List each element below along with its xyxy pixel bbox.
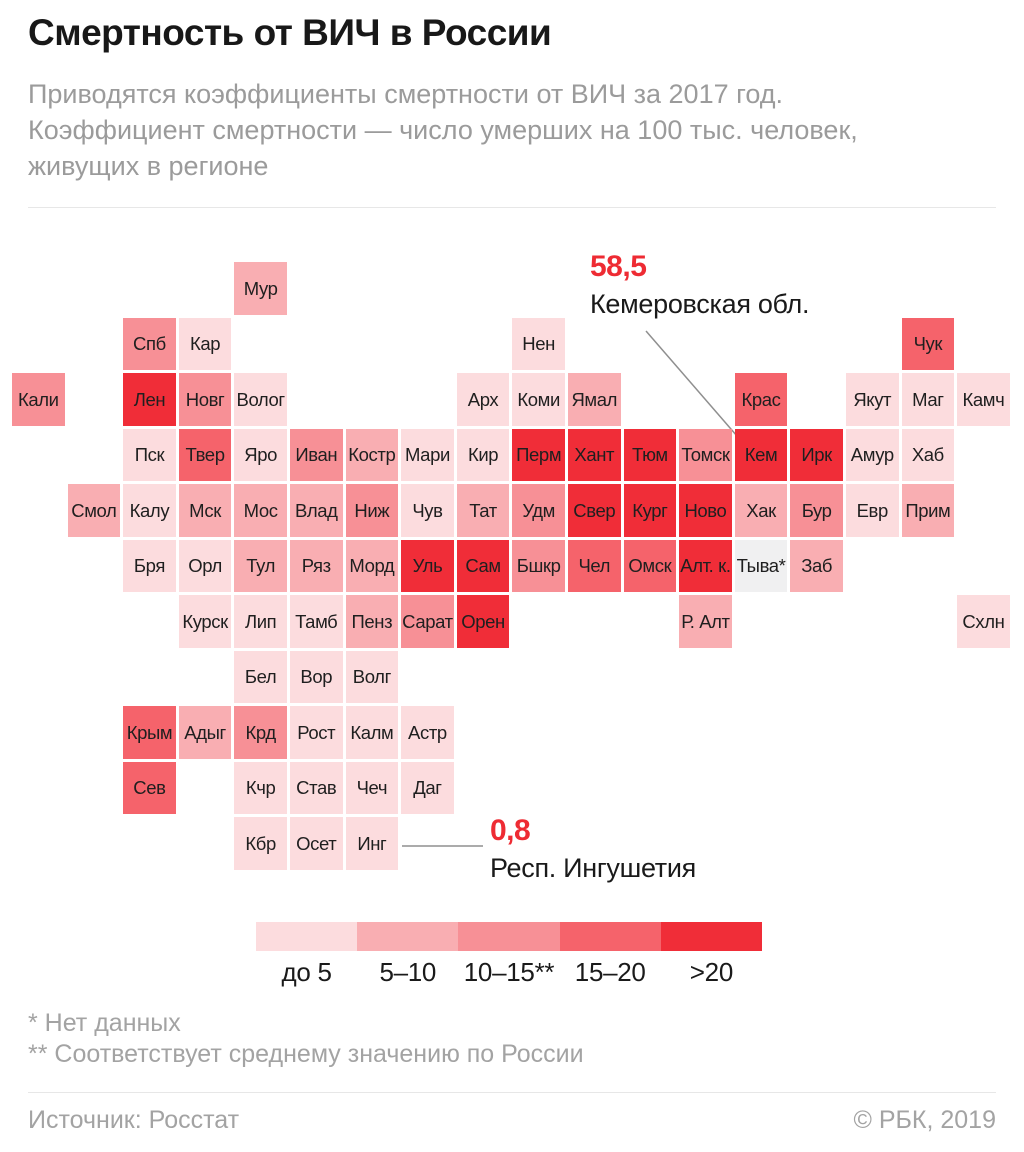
region-tile-РАлт: Р. Алт bbox=[679, 595, 732, 648]
region-tile-Тамб: Тамб bbox=[290, 595, 343, 648]
legend-labels bbox=[256, 957, 762, 991]
source-label: Источник: Росстат bbox=[28, 1106, 240, 1134]
region-tile-Чеч: Чеч bbox=[346, 762, 399, 815]
color-legend bbox=[256, 922, 762, 991]
region-tile-Ирк: Ирк bbox=[790, 429, 843, 482]
annotation-ingushetia-value: 0,8 bbox=[490, 814, 531, 847]
legend-label-2: 5–10 bbox=[379, 957, 437, 987]
region-tile-Прим: Прим bbox=[902, 484, 955, 537]
region-tile-Коми: Коми bbox=[512, 373, 565, 426]
region-tile-Чел: Чел bbox=[568, 540, 621, 593]
subtitle-line-1: Приводятся коэффициенты смертности от ВИЧ за 2017 год. bbox=[28, 79, 784, 109]
region-tile-Хак: Хак bbox=[735, 484, 788, 537]
legend-label-5: >20 bbox=[689, 957, 733, 987]
region-tile-Кар: Кар bbox=[179, 318, 232, 371]
region-tile-Мос: Мос bbox=[234, 484, 287, 537]
region-tile-Тыва: Тыва* bbox=[735, 540, 788, 593]
region-tile-Мари: Мари bbox=[401, 429, 454, 482]
region-tile-Ново: Ново bbox=[679, 484, 732, 537]
region-tile-Кбр: Кбр bbox=[234, 817, 287, 870]
tile-map bbox=[12, 262, 1024, 872]
region-tile-Маг: Маг bbox=[902, 373, 955, 426]
annotation-ingushetia-label: Респ. Ингушетия bbox=[490, 853, 696, 883]
region-tile-Крд: Крд bbox=[234, 706, 287, 759]
region-tile-Калм: Калм bbox=[346, 706, 399, 759]
page-subtitle bbox=[28, 76, 858, 184]
legend-swatch-2 bbox=[357, 922, 458, 951]
annotation-kemerovo bbox=[590, 250, 809, 320]
region-tile-Кали: Кали bbox=[12, 373, 65, 426]
region-tile-Пск: Пск bbox=[123, 429, 176, 482]
region-tile-Бел: Бел bbox=[234, 651, 287, 704]
region-tile-Пенз: Пенз bbox=[346, 595, 399, 648]
region-tile-Бря: Бря bbox=[123, 540, 176, 593]
region-tile-Чук: Чук bbox=[902, 318, 955, 371]
region-tile-Инг: Инг bbox=[346, 817, 399, 870]
region-tile-Хаб: Хаб bbox=[902, 429, 955, 482]
region-tile-Крым: Крым bbox=[123, 706, 176, 759]
legend-swatch-4 bbox=[560, 922, 661, 951]
region-tile-Лен: Лен bbox=[123, 373, 176, 426]
region-tile-Сам: Сам bbox=[457, 540, 510, 593]
region-tile-Иван: Иван bbox=[290, 429, 343, 482]
legend-label-4: 15–20 bbox=[574, 957, 646, 987]
region-tile-Даг: Даг bbox=[401, 762, 454, 815]
region-tile-Кир: Кир bbox=[457, 429, 510, 482]
region-tile-Волог: Волог bbox=[234, 373, 287, 426]
region-tile-Лип: Лип bbox=[234, 595, 287, 648]
region-tile-Осет: Осет bbox=[290, 817, 343, 870]
legend-swatch-3 bbox=[458, 922, 559, 951]
footnotes bbox=[28, 1008, 584, 1070]
region-tile-Став: Став bbox=[290, 762, 343, 815]
region-tile-Свер: Свер bbox=[568, 484, 621, 537]
region-tile-Арх: Арх bbox=[457, 373, 510, 426]
region-tile-Смол: Смол bbox=[68, 484, 121, 537]
region-tile-Орл: Орл bbox=[179, 540, 232, 593]
region-tile-Курск: Курск bbox=[179, 595, 232, 648]
region-tile-Яро: Яро bbox=[234, 429, 287, 482]
footnote-no-data: * Нет данных bbox=[28, 1009, 181, 1037]
divider-bottom bbox=[28, 1092, 996, 1093]
region-tile-Сарат: Сарат bbox=[401, 595, 454, 648]
legend-label-3: 10–15** bbox=[463, 957, 555, 987]
annotation-kemerovo-value: 58,5 bbox=[590, 250, 647, 283]
region-tile-Волг: Волг bbox=[346, 651, 399, 704]
region-tile-Кург: Кург bbox=[624, 484, 677, 537]
region-tile-Омск: Омск bbox=[624, 540, 677, 593]
legend-bar bbox=[256, 922, 762, 951]
region-tile-Перм: Перм bbox=[512, 429, 565, 482]
region-tile-Ряз: Ряз bbox=[290, 540, 343, 593]
copyright-label: © РБК, 2019 bbox=[853, 1106, 996, 1134]
region-tile-Астр: Астр bbox=[401, 706, 454, 759]
region-tile-Рост: Рост bbox=[290, 706, 343, 759]
region-tile-Влад: Влад bbox=[290, 484, 343, 537]
region-tile-Твер: Твер bbox=[179, 429, 232, 482]
region-tile-Алтк: Алт. к. bbox=[679, 540, 732, 593]
region-tile-Схлн: Схлн bbox=[957, 595, 1010, 648]
region-tile-Ниж: Ниж bbox=[346, 484, 399, 537]
page-title: Смертность от ВИЧ в России bbox=[28, 12, 552, 53]
region-tile-Чув: Чув bbox=[401, 484, 454, 537]
region-tile-Мур: Мур bbox=[234, 262, 287, 315]
region-tile-Удм: Удм bbox=[512, 484, 565, 537]
legend-swatch-5 bbox=[661, 922, 762, 951]
region-tile-Мск: Мск bbox=[179, 484, 232, 537]
region-tile-Амур: Амур bbox=[846, 429, 899, 482]
annotation-ingushetia bbox=[490, 814, 696, 884]
region-tile-Бур: Бур bbox=[790, 484, 843, 537]
region-tile-Якут: Якут bbox=[846, 373, 899, 426]
annotation-kemerovo-label: Кемеровская обл. bbox=[590, 289, 810, 319]
region-tile-Кчр: Кчр bbox=[234, 762, 287, 815]
region-tile-Заб: Заб bbox=[790, 540, 843, 593]
region-tile-Морд: Морд bbox=[346, 540, 399, 593]
region-tile-Ямал: Ямал bbox=[568, 373, 621, 426]
region-tile-Костр: Костр bbox=[346, 429, 399, 482]
region-tile-Тат: Тат bbox=[457, 484, 510, 537]
legend-swatch-1 bbox=[256, 922, 357, 951]
region-tile-Сев: Сев bbox=[123, 762, 176, 815]
region-tile-Уль: Уль bbox=[401, 540, 454, 593]
legend-label-1: до 5 bbox=[281, 957, 332, 987]
region-tile-Бшкр: Бшкр bbox=[512, 540, 565, 593]
region-tile-Нен: Нен bbox=[512, 318, 565, 371]
region-tile-Орен: Орен bbox=[457, 595, 510, 648]
region-tile-Крас: Крас bbox=[735, 373, 788, 426]
region-tile-Тюм: Тюм bbox=[624, 429, 677, 482]
region-tile-Евр: Евр bbox=[846, 484, 899, 537]
region-tile-Новг: Новг bbox=[179, 373, 232, 426]
region-tile-Вор: Вор bbox=[290, 651, 343, 704]
region-tile-Адыг: Адыг bbox=[179, 706, 232, 759]
subtitle-line-2: Коэффициент смертности — число умерших на 100 тыс. человек, bbox=[28, 115, 858, 145]
region-tile-Кем: Кем bbox=[735, 429, 788, 482]
subtitle-line-3: живущих в регионе bbox=[28, 151, 269, 181]
region-tile-Спб: Спб bbox=[123, 318, 176, 371]
footnote-average: ** Соответствует среднему значению по России bbox=[28, 1040, 584, 1068]
divider-top bbox=[28, 207, 996, 208]
region-tile-Томск: Томск bbox=[679, 429, 732, 482]
region-tile-Хант: Хант bbox=[568, 429, 621, 482]
region-tile-Калу: Калу bbox=[123, 484, 176, 537]
region-tile-Камч: Камч bbox=[957, 373, 1010, 426]
region-tile-Тул: Тул bbox=[234, 540, 287, 593]
